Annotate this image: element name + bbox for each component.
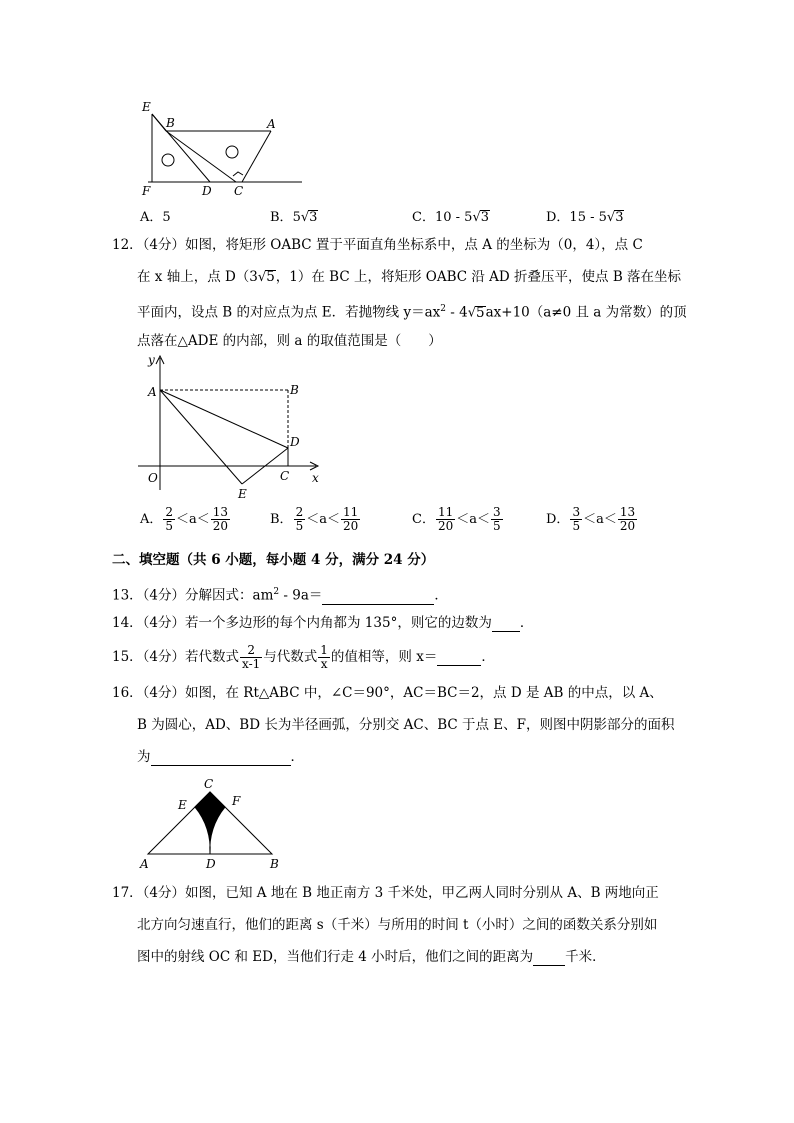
q16-line-3: 为 ． xyxy=(137,749,304,765)
shaded-region xyxy=(195,792,225,854)
q11-option-d: D．15 - 5√3 xyxy=(546,210,624,225)
q12-option-d: D． $\frac{3}{5}$ ＜a＜ $\frac{13}{20}$ xyxy=(546,505,636,533)
label-f: F xyxy=(142,184,151,198)
label-c: C xyxy=(280,469,290,483)
q17-line-1: 17．（4分）如图，已知 A 地在 B 地正南方 3 千米处，甲乙两人同时分别从 A、B 两地向正 xyxy=(112,885,659,901)
q15: 15．（4分）若代数式 $\frac{2}{x-1}$ 与代数式 $\frac{1}{x}$ 的值相等，则 x＝ ． xyxy=(112,643,495,671)
q12-line-2: 在 x 轴上，点 D（3√5，1）在 BC 上，将矩形 OABC 沿 AD 折叠压平，使点 B 落在坐标 xyxy=(137,269,682,285)
label-b: B xyxy=(290,383,299,397)
q13-answer-blank[interactable] xyxy=(322,588,434,605)
label-d: D xyxy=(202,184,212,198)
q11-option-b: B．5√3 xyxy=(270,210,318,225)
section-heading: 二、填空题（共 6 小题，每小题 4 分，满分 24 分） xyxy=(112,552,435,568)
q17-answer-blank[interactable] xyxy=(533,949,565,966)
hole-right xyxy=(226,146,238,158)
label-f: F xyxy=(232,794,241,808)
q11-figure xyxy=(138,98,306,198)
seg-a-e xyxy=(160,390,242,484)
label-a: A xyxy=(267,117,276,131)
seg-a-c xyxy=(242,131,271,182)
q12-line-3: 平面内，设点 B 的对应点为点 E．若抛物线 $y=ax^2 - 4√5ax+10(a\ne 0$ 且 a 为常数）的顶 xyxy=(137,304,687,321)
q12-line-1: 12．（4分）如图，将矩形 OABC 置于平面直角坐标系中，点 A 的坐标为（0，4），点 C xyxy=(112,237,643,253)
q12-option-b: B． $\frac{2}{5}$ ＜a＜ $\frac{11}{20}$ xyxy=(270,505,359,533)
q16-figure xyxy=(138,774,288,872)
q17-line-2: 北方向匀速直行，他们的距离 s（千米）与所用的时间 t（小时）之间的函数关系分别如 xyxy=(137,917,658,933)
q12-line-4: 点落在△ADE 的内部，则 a 的取值范围是（ ） xyxy=(137,333,442,349)
q16-line-2: B 为圆心，AD、BD 长为半径画弧，分别交 AC、BC 于点 E、F，则图中阴影部分的面积 xyxy=(137,717,675,733)
q13: 13．（4分）分解因式：$am^2 - 9a=$ ． xyxy=(112,587,448,604)
q12-figure xyxy=(138,350,328,500)
seg-b-c xyxy=(166,131,236,182)
q14-answer-blank[interactable] xyxy=(492,615,520,632)
q11-option-c: C．10 - 5√3 xyxy=(412,210,490,225)
label-y: y xyxy=(148,353,155,367)
label-d: D xyxy=(206,857,216,871)
label-e: E xyxy=(178,798,187,812)
q16-line-1: 16．（4分）如图，在 Rt△ABC 中，∠C＝90°，AC＝BC＝2，点 D 是 AB 的中点，以 A、 xyxy=(112,685,663,701)
label-b: B xyxy=(166,116,175,130)
hole-left xyxy=(162,154,174,166)
right-angle-mark xyxy=(233,172,243,176)
seg-a-d xyxy=(160,390,288,448)
q14: 14．（4分）若一个多边形的每个内角都为 135°，则它的边数为 ． xyxy=(112,615,534,631)
q11-option-a: A．5 xyxy=(140,210,171,225)
q17-line-3: 图中的射线 OC 和 ED，当他们行走 4 小时后，他们之间的距离为 千米． xyxy=(137,949,606,965)
q15-answer-blank[interactable] xyxy=(437,649,481,666)
label-e: E xyxy=(142,100,151,114)
label-a: A xyxy=(140,857,149,871)
q12-option-a: A． $\frac{2}{5}$ ＜a＜ $\frac{13}{20}$ xyxy=(140,505,229,533)
seg-e-b xyxy=(152,114,166,131)
label-a: A xyxy=(148,385,157,399)
label-e: E xyxy=(238,487,247,500)
label-o: O xyxy=(148,471,158,485)
q12-option-c: C． $\frac{11}{20}$ ＜a＜ $\frac{3}{5}$ xyxy=(412,505,501,533)
label-c: C xyxy=(234,184,244,198)
label-c: C xyxy=(204,777,214,791)
label-x: x xyxy=(312,471,319,485)
q16-answer-blank[interactable] xyxy=(151,749,291,766)
label-d: D xyxy=(290,435,300,449)
label-b: B xyxy=(270,857,279,871)
